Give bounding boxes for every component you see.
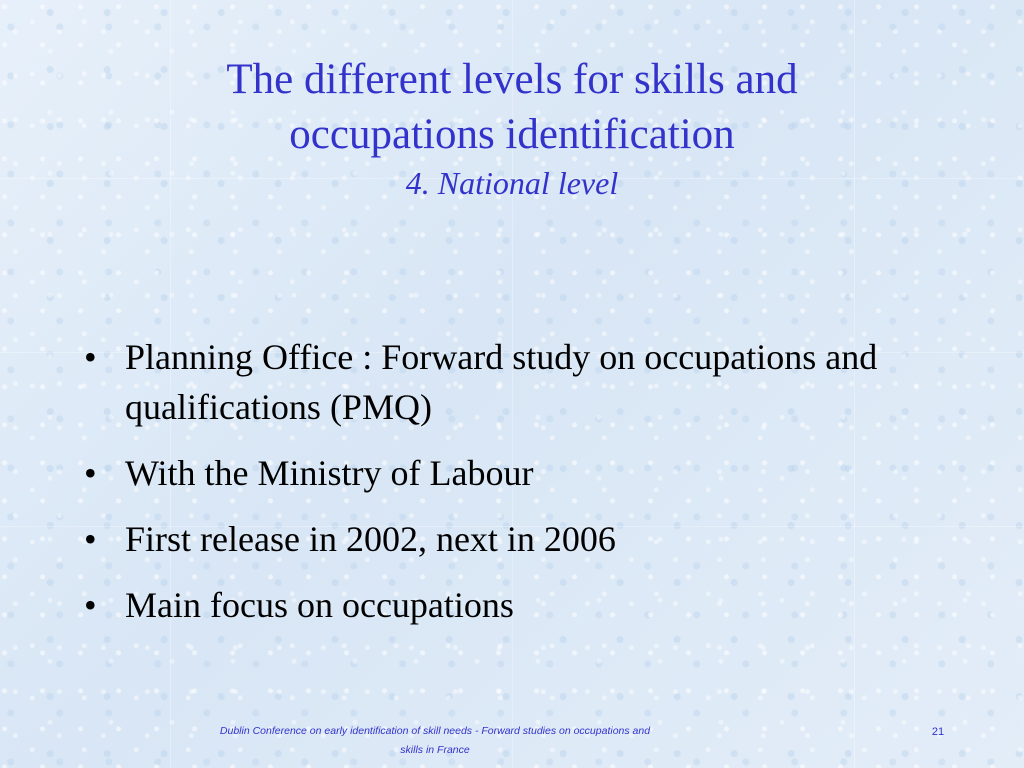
bullet-text: Planning Office : Forward study on occupations and qualifications (PMQ) bbox=[125, 337, 878, 427]
slide-footer: Dublin Conference on early identification of skill needs - Forward studies on occupations and skills in France bbox=[219, 725, 651, 756]
bullet-text: First release in 2002, next in 2006 bbox=[125, 519, 616, 559]
bullet-item bbox=[84, 514, 904, 564]
bullet-item bbox=[84, 332, 904, 432]
bullet-icon: • bbox=[84, 585, 97, 625]
bullet-item bbox=[84, 580, 904, 630]
page-number: 21 bbox=[931, 726, 945, 738]
bullet-icon: • bbox=[84, 453, 97, 493]
bullet-list bbox=[84, 332, 904, 646]
slide-subtitle: 4. National level bbox=[405, 165, 619, 201]
bullet-icon: • bbox=[84, 337, 97, 377]
bullet-item bbox=[84, 448, 904, 498]
slide-title-block bbox=[150, 52, 874, 204]
bullet-text: Main focus on occupations bbox=[125, 585, 514, 625]
slide-title: The different levels for skills and occupations identification bbox=[226, 56, 798, 158]
bullet-icon: • bbox=[84, 519, 97, 559]
bullet-text: With the Ministry of Labour bbox=[125, 453, 534, 493]
